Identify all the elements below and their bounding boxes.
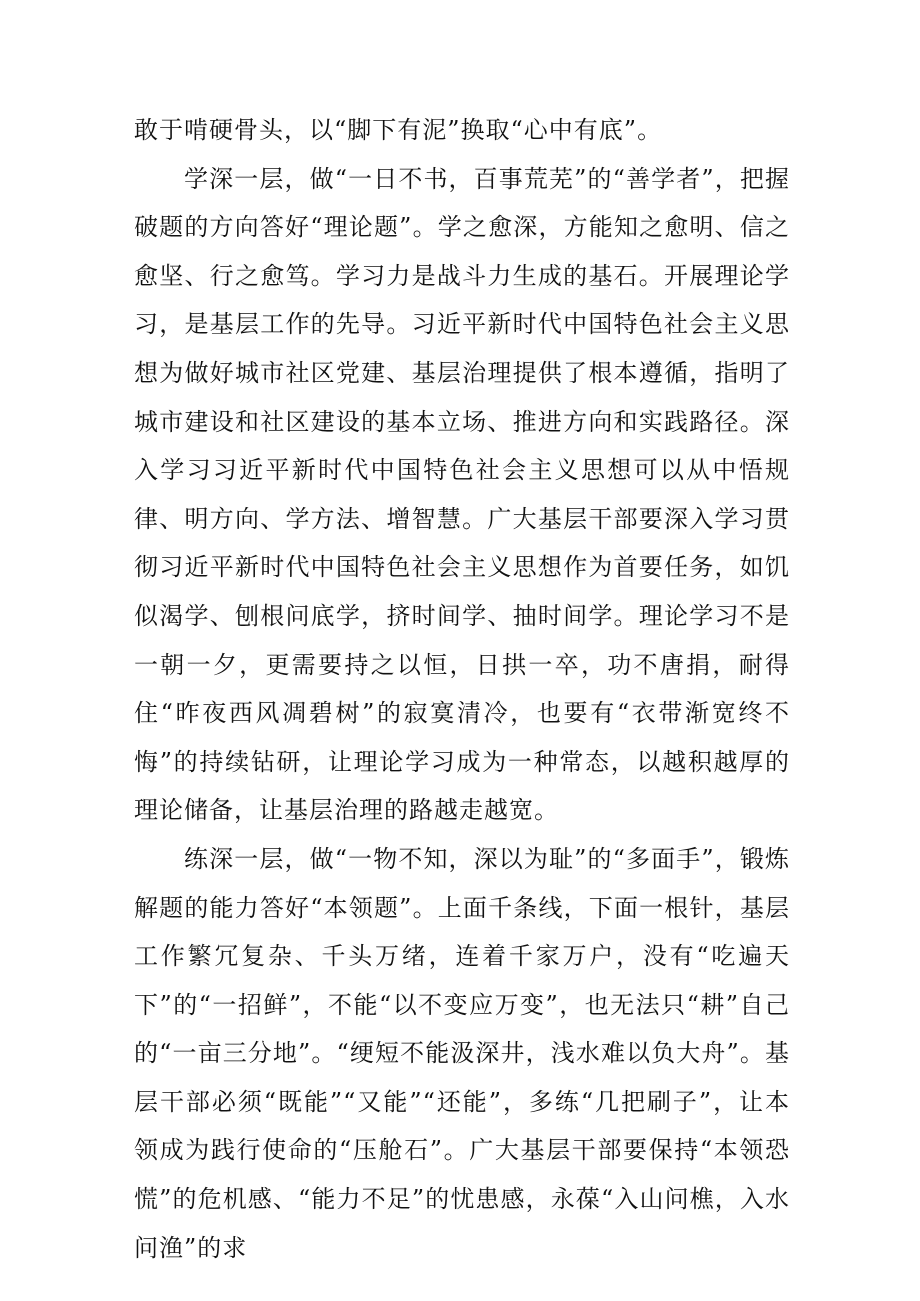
paragraph-study-deeper: 学深一层，做“一日不书，百事荒芜”的“善学者”，把握破题的方向答好“理论题”。学之愈深，方能知之愈明、信之愈坚、行之愈笃。学习力是战斗力生成的基石。开展理论学习，是基层工作的先导。习近平新时代中国特色社会主义思想为做好城市社区党建、基层治理提供了根本遵循，指明了城市建设和社区建设的基本立场、推进方向和实践路径。深入学习习近平新时代中国特色社会主义思想可以从中悟规律、明方向、学方法、增智慧。广大基层干部要深入学习贯彻习近平新时代中国特色社会主义思想作为首要任务，如饥似渴学、刨根问底学，挤时间学、抽时间学。理论学习不是一朝一夕，更需要持之以恒，日拱一卒，功不唐捐，耐得住“昨夜西风凋碧树”的寂寞清冷，也要有“衣带渐宽终不悔”的持续钻研，让理论学习成为一种常态，以越积越厚的理论储备，让基层治理的路越走越宽。 [134,164,790,825]
paragraph-practice-deeper: 练深一层，做“一物不知，深以为耻”的“多面手”，锻炼解题的能力答好“本领题”。上面千条线，下面一根针，基层工作繁冗复杂、千头万绪，连着千家万户，没有“吃遍天下”的“一招鲜”，不能“以不变应万变”，也无法只“耕”自己的“一亩三分地”。“绠短不能汲深井，浅水难以负大舟”。基层干部必须“既能”“又能”“还能”，多练“几把刷子”，让本领成为践行使命的“压舱石”。广大基层干部要保持“本领恐慌”的危机感、“能力不足”的忧患感，永葆“入山问樵，入水问渔”的求 [134,844,790,1262]
paragraph-continuation: 敢于啃硬骨头，以“脚下有泥”换取“心中有底”。 [134,116,663,144]
document-body [134,106,790,1272]
